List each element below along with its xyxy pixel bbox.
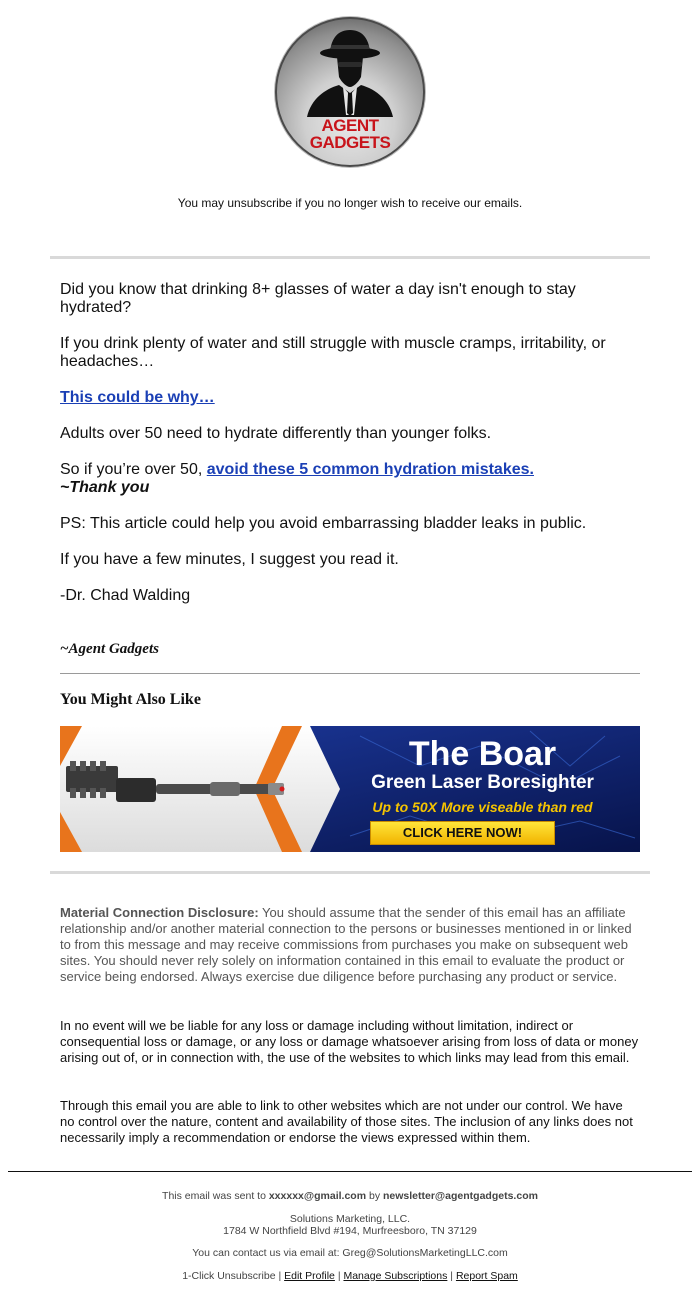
message-paragraph-2: If you drink plenty of water and still struggle with muscle cramps, irritability, or headaches… <box>60 335 606 370</box>
separator: | <box>447 1270 456 1282</box>
banner-cta-button[interactable]: CLICK HERE NOW! <box>370 821 555 845</box>
disclosure-text-1: You should assume that the sender of this email has an affiliate relationship and/or another material connection to the persons or businesses mentioned in or linked to from this message and may receive commissions from purchases you make on subsequent web sites. You should never rely solely on information contained in this email to evaluate the product or service being endorsed. Always exercise due diligence before purchasing any product or service. <box>60 905 632 984</box>
separator: | <box>334 1270 344 1282</box>
signature: -Dr. Chad Walding <box>60 587 191 604</box>
footer-links <box>0 1270 700 1283</box>
disclosure-paragraph-2: In no event will we be liable for any loss or damage including without limitation, indirect or consequential loss or damage, or any loss or damage whatsoever arising from loss of data or money arising out of, or in connection with, the use of the websites to which links may lead from this email. <box>60 1018 639 1065</box>
footer-contact: You can contact us via email at: Greg@SolutionsMarketingLLC.com <box>192 1247 508 1259</box>
logo-badge <box>275 17 425 167</box>
sent-prefix: This email was sent to <box>162 1190 269 1202</box>
footer-sent-line <box>0 1190 700 1203</box>
banner-subtitle: Green Laser Boresighter <box>371 772 594 793</box>
message-paragraph-5: If you have a few minutes, I suggest you read it. <box>60 551 399 568</box>
message-paragraph-4 <box>60 461 640 479</box>
postscript: PS: This article could help you avoid embarrassing bladder leaks in public. <box>60 515 587 532</box>
disclosure-paragraph-3: Through this email you are able to link to other websites which are not under our control. We have no control over the nature, content and availability of those sites. The inclusion of any links does not necessarily imply a recommendation or endorse the views expressed within them. <box>60 1098 633 1145</box>
thanks-line: ~Thank you <box>60 479 150 496</box>
divider <box>60 673 640 674</box>
divider <box>50 871 650 874</box>
message-paragraph-1: Did you know that drinking 8+ glasses of water a day isn't enough to stay hydrated? <box>60 281 576 316</box>
disclosure-paragraph-1 <box>60 905 640 985</box>
recipient-email: xxxxxx@gmail.com <box>268 1190 367 1202</box>
message-paragraph-link <box>60 389 640 407</box>
recommend-heading: You Might Also Like <box>60 691 201 708</box>
banner-title: The Boar <box>408 735 557 773</box>
one-click-unsubscribe[interactable]: 1-Click Unsubscribe <box>182 1270 276 1282</box>
divider <box>50 256 650 259</box>
logo-text-line2: GADGETS <box>309 133 391 152</box>
message-paragraph-3: Adults over 50 need to hydrate differently than younger folks. <box>60 425 492 442</box>
logo-text-line1: AGENT <box>321 116 379 135</box>
manage-subscriptions-link[interactable]: Manage Subscriptions <box>343 1270 448 1282</box>
sender-email: newsletter@agentgadgets.com <box>383 1190 538 1202</box>
report-spam-link[interactable]: Report Spam <box>455 1270 518 1282</box>
article-link-2[interactable]: avoid these 5 common hydration mistakes. <box>206 461 534 478</box>
article-link-1[interactable]: This could be why… <box>60 389 215 406</box>
edit-profile-link[interactable]: Edit Profile <box>284 1270 335 1282</box>
footer-company: Solutions Marketing, LLC. <box>289 1213 411 1225</box>
footer-address: 1784 W Northfield Blvd #194, Murfreesboro, TN 37129 <box>223 1225 477 1237</box>
brand-logo[interactable] <box>275 17 425 167</box>
footer-divider <box>8 1171 692 1172</box>
separator: | <box>275 1270 285 1282</box>
product-banner[interactable] <box>60 726 640 852</box>
message-paragraph-4-prefix: So if you’re over 50, <box>60 461 207 478</box>
unsubscribe-note: You may unsubscribe if you no longer wish to receive our emails. <box>177 196 523 210</box>
banner-tagline: Up to 50X More viseable than red <box>372 799 593 815</box>
brand-signoff: ~Agent Gadgets <box>60 641 159 657</box>
sent-by: by <box>366 1190 383 1202</box>
disclosure-label: Material Connection Disclosure: <box>60 905 259 920</box>
